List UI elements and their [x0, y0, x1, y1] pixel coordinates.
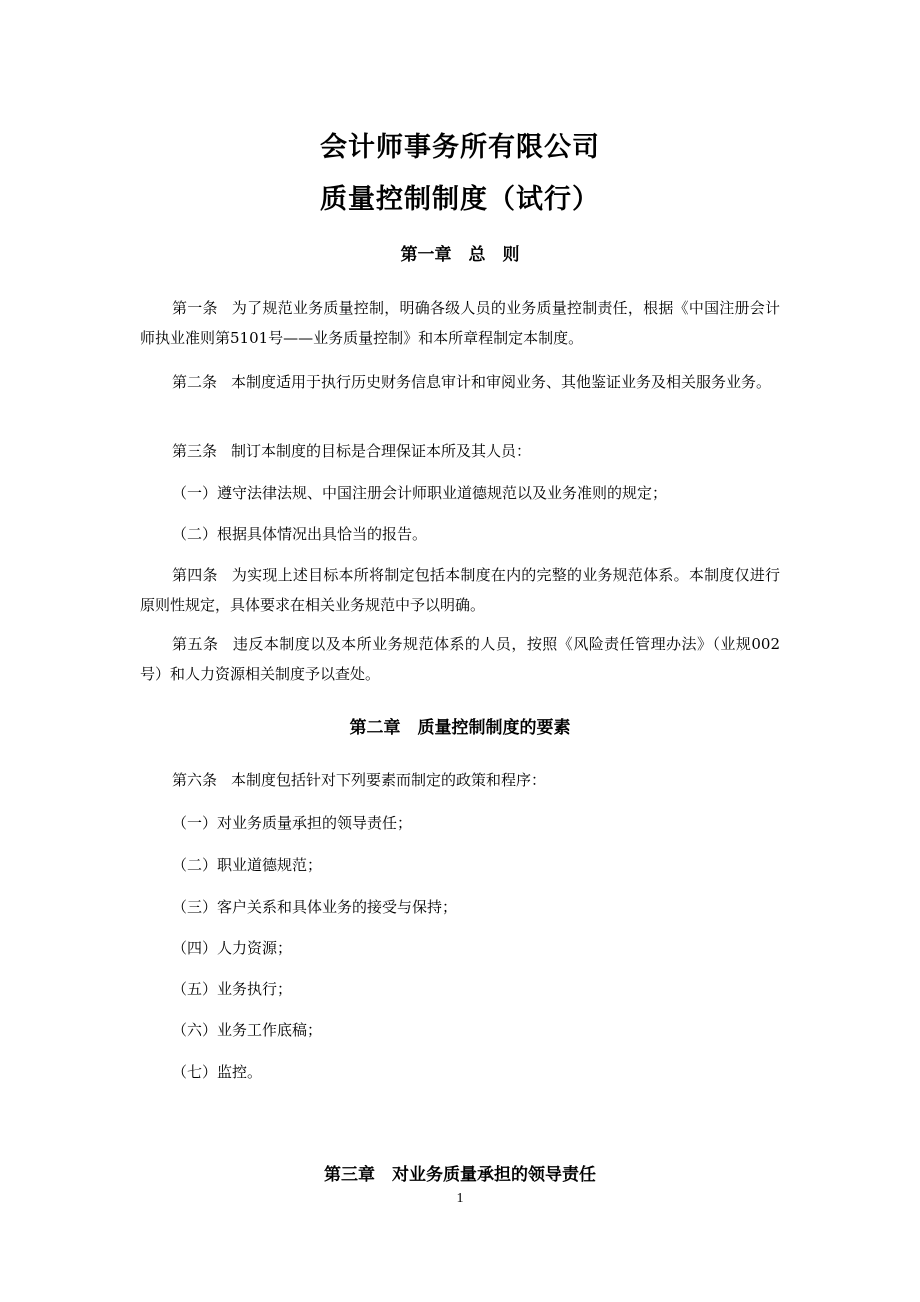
article-3-item-2: （二）根据具体情况出具恰当的报告。 [172, 525, 428, 543]
article-6-item-6: （六）业务工作底稿； [172, 1021, 323, 1039]
article-4-text: 为实现上述目标本所将制定包括本制度在内的完整的业务规范体系。本制度仅进行原则性规定，具体要求在相关业务规范中予以明确。 [140, 566, 780, 614]
article-1 [140, 293, 780, 353]
article-2-label: 第二条 [172, 373, 218, 391]
document-title-line1: 会计师事务所有限公司 [320, 132, 600, 163]
article-6-item-1: （一）对业务质量承担的领导责任； [172, 814, 413, 832]
article-3-label: 第三条 [172, 442, 218, 460]
article-6 [140, 765, 780, 795]
article-2-text: 本制度适用于执行历史财务信息审计和审阅业务、其他鉴证业务及相关服务业务。 [231, 373, 772, 391]
article-3 [140, 436, 780, 466]
article-1-label: 第一条 [172, 299, 218, 317]
article-6-text: 本制度包括针对下列要素而制定的政策和程序： [231, 771, 547, 789]
article-5 [140, 629, 780, 689]
article-6-item-4: （四）人力资源； [172, 939, 293, 957]
chapter1-heading: 第一章 总 则 [400, 245, 520, 265]
article-6-item-7: （七）监控。 [172, 1063, 263, 1081]
article-5-text: 违反本制度以及本所业务规范体系的人员，按照《风险责任管理办法》（业规002号）和人力资源相关制度予以查处。 [140, 635, 780, 683]
article-3-text: 制订本制度的目标是合理保证本所及其人员： [231, 442, 532, 460]
article-4 [140, 560, 780, 620]
document-title-line2: 质量控制制度（试行） [320, 184, 600, 215]
article-5-label: 第五条 [172, 635, 219, 653]
article-4-label: 第四条 [172, 566, 218, 584]
article-3-item-1: （一）遵守法律法规、中国注册会计师职业道德规范以及业务准则的规定； [172, 484, 668, 502]
article-6-item-3: （三）客户关系和具体业务的接受与保持； [172, 898, 458, 916]
article-1-text: 为了规范业务质量控制，明确各级人员的业务质量控制责任，根据《中国注册会计师执业准则第5101号——业务质量控制》和本所章程制定本制度。 [140, 299, 780, 347]
article-6-item-5: （五）业务执行； [172, 980, 293, 998]
page-number: 1 [456, 1191, 464, 1206]
article-6-label: 第六条 [172, 771, 218, 789]
article-6-item-2: （二）职业道德规范； [172, 856, 323, 874]
article-2 [140, 367, 780, 397]
chapter3-heading: 第三章 对业务质量承担的领导责任 [324, 1165, 596, 1185]
chapter2-heading: 第二章 质量控制制度的要素 [349, 718, 571, 738]
